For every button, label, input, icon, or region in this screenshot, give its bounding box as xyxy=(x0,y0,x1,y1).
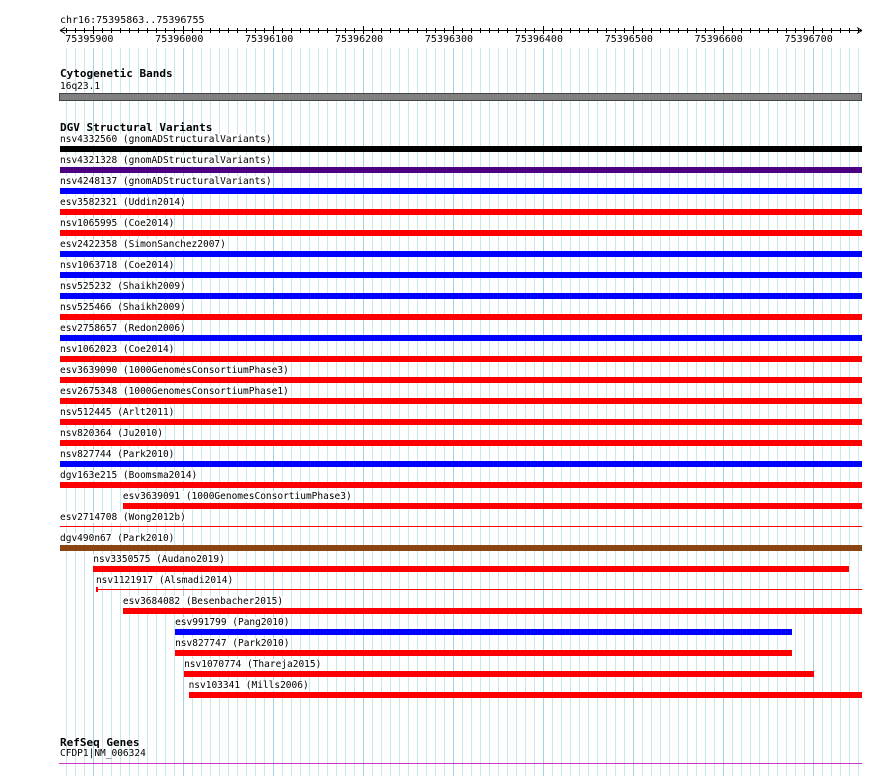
variant-bar[interactable] xyxy=(189,692,862,698)
variant-bar[interactable] xyxy=(60,526,862,527)
variant-label[interactable]: nsv4248137 (gnomADStructuralVariants) xyxy=(60,176,272,187)
variant-bar[interactable] xyxy=(60,167,862,173)
variant-bar[interactable] xyxy=(60,146,862,152)
variant-bar[interactable] xyxy=(123,608,862,614)
variant-label[interactable]: esv2422358 (SimonSanchez2007) xyxy=(60,239,226,250)
variant-label[interactable]: esv3582321 (Uddin2014) xyxy=(60,197,186,208)
variant-bar[interactable] xyxy=(60,335,862,341)
refseq-gene-label: CFDP1|NM_006324 xyxy=(60,748,146,759)
variant-bar[interactable] xyxy=(60,461,862,467)
variant-label[interactable]: esv2758657 (Redon2006) xyxy=(60,323,186,334)
ruler-tick-label: 75396200 xyxy=(334,34,384,45)
variant-label[interactable]: nsv4321328 (gnomADStructuralVariants) xyxy=(60,155,272,166)
variant-label[interactable]: nsv1121917 (Alsmadi2014) xyxy=(95,575,234,586)
variant-bar[interactable] xyxy=(93,566,848,572)
variant-label[interactable]: nsv1062023 (Coe2014) xyxy=(60,344,175,355)
variant-bar[interactable] xyxy=(175,629,792,635)
variant-bar[interactable] xyxy=(60,482,862,488)
variant-bar[interactable] xyxy=(60,356,862,362)
ruler-tick-label: 75396000 xyxy=(155,34,204,45)
variant-bar[interactable] xyxy=(60,377,862,383)
variant-label[interactable]: nsv512445 (Arlt2011) xyxy=(60,407,175,418)
variant-label[interactable]: nsv827747 (Park2010) xyxy=(175,638,290,649)
variant-label[interactable]: nsv820364 (Ju2010) xyxy=(60,428,163,439)
variant-label[interactable]: nsv827744 (Park2010) xyxy=(60,449,175,460)
variant-bar[interactable] xyxy=(60,188,862,194)
variant-label[interactable]: nsv4332560 (gnomADStructuralVariants) xyxy=(60,134,272,145)
cytoband-bar[interactable] xyxy=(59,93,862,101)
variant-label[interactable]: nsv525466 (Shaikh2009) xyxy=(60,302,186,313)
variant-start-marker xyxy=(96,587,98,592)
variant-bar[interactable] xyxy=(60,545,862,551)
variant-bar[interactable] xyxy=(96,589,862,590)
variant-label[interactable]: nsv525232 (Shaikh2009) xyxy=(60,281,186,292)
ruler-tick-label: 75396400 xyxy=(514,34,563,45)
ruler-tick-label: 75396500 xyxy=(604,34,653,45)
variant-label[interactable]: esv2675348 (1000GenomesConsortiumPhase1) xyxy=(60,386,289,397)
refseq-track-title: RefSeq Genes xyxy=(60,736,140,749)
variant-label[interactable]: dgv163e215 (Boomsma2014) xyxy=(60,470,198,481)
variant-bar[interactable] xyxy=(123,503,862,509)
variant-label[interactable]: esv3639090 (1000GenomesConsortiumPhase3) xyxy=(60,365,289,376)
ruler-tick-label: 75395900 xyxy=(65,34,114,45)
variant-bar[interactable] xyxy=(60,209,862,215)
variant-bar[interactable] xyxy=(60,398,862,404)
variant-bar[interactable] xyxy=(60,419,862,425)
variant-label[interactable]: nsv1065995 (Coe2014) xyxy=(60,218,175,229)
ruler-tick-label: 75396700 xyxy=(784,34,833,45)
variant-label[interactable]: esv991799 (Pang2010) xyxy=(175,617,290,628)
variant-bar[interactable] xyxy=(60,440,862,446)
refseq-gene-line[interactable] xyxy=(59,763,862,764)
ruler-tick-label: 75396100 xyxy=(245,34,294,45)
variant-bar[interactable] xyxy=(60,314,862,320)
variant-bar[interactable] xyxy=(184,671,814,677)
ruler-tick-label: 75396600 xyxy=(694,34,743,45)
variant-label[interactable]: nsv3350575 (Audano2019) xyxy=(93,554,225,565)
variant-label[interactable]: esv3684082 (Besenbacher2015) xyxy=(122,596,284,607)
variant-bar[interactable] xyxy=(60,230,862,236)
variant-label[interactable]: nsv1063718 (Coe2014) xyxy=(60,260,175,271)
variant-bar[interactable] xyxy=(175,650,792,656)
variant-bar[interactable] xyxy=(60,272,862,278)
variant-label[interactable]: esv2714708 (Wong2012b) xyxy=(60,512,186,523)
dgv-track-title: DGV Structural Variants xyxy=(60,121,213,134)
variant-label[interactable]: nsv1070774 (Thareja2015) xyxy=(184,659,322,670)
cytoband-label: 16q23.1 xyxy=(60,81,101,92)
region-coordinates: chr16:75395863..75396755 xyxy=(60,15,205,26)
coordinate-ruler[interactable] xyxy=(0,0,890,60)
variant-label[interactable]: dgv490n67 (Park2010) xyxy=(60,533,175,544)
ruler-tick-label: 75396300 xyxy=(424,34,474,45)
variant-bar[interactable] xyxy=(60,293,862,299)
variant-label[interactable]: nsv103341 (Mills2006) xyxy=(188,680,309,691)
cytoband-track-title: Cytogenetic Bands xyxy=(60,67,173,80)
variant-label[interactable]: esv3639091 (1000GenomesConsortiumPhase3) xyxy=(122,491,352,502)
variant-bar[interactable] xyxy=(60,251,862,257)
